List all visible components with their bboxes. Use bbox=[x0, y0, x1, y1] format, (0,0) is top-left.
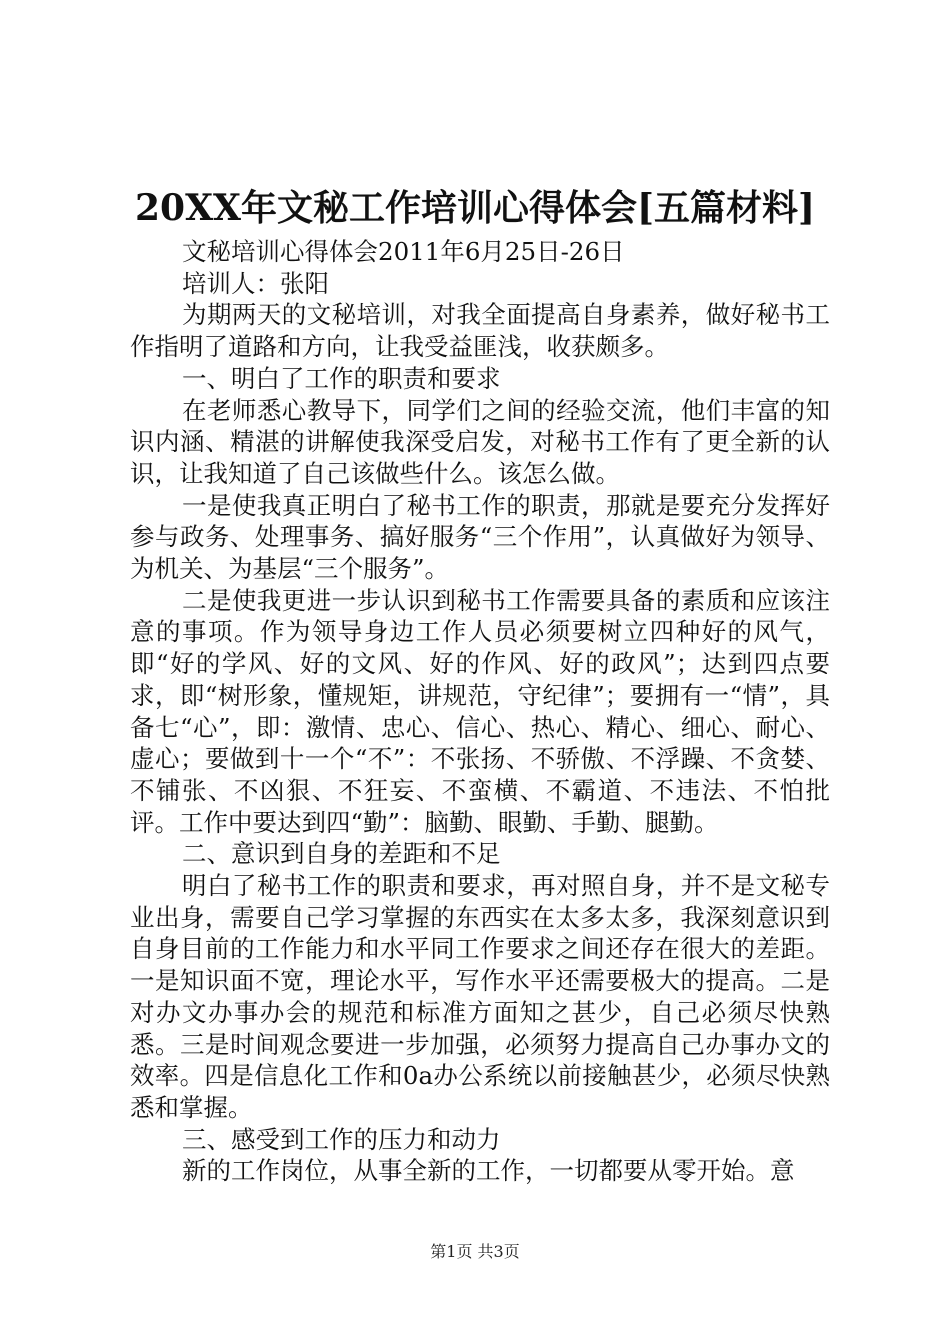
section-heading-1: 一、明白了工作的职责和要求 bbox=[182, 363, 501, 393]
paragraph-intro: 为期两天的文秘培训，对我全面提高自身素养，做好秘书工作指明了道路和方向，让我受益匪浅，收获颇多。 bbox=[130, 300, 830, 362]
paragraph-training-date: 文秘培训心得体会2011年6月25日-26日 bbox=[182, 237, 625, 266]
page-footer: 第1页 共3页 bbox=[430, 1242, 520, 1261]
document-title: 20XX年文秘工作培训心得体会[五篇材料] bbox=[134, 187, 816, 229]
section-heading-3: 三、感受到工作的压力和动力 bbox=[182, 1124, 501, 1154]
paragraph-teacher-guidance: 在老师悉心教导下，同学们之间的经验交流，他们丰富的知识内涵、精湛的讲解使我深受启发，对秘书工作有了更全新的认识，让我知道了自己该做些什么。该怎么做。 bbox=[130, 395, 830, 488]
paragraph-new-position: 新的工作岗位，从事全新的工作，一切都要从零开始。意 bbox=[182, 1156, 795, 1186]
section-heading-2: 二、意识到自身的差距和不足 bbox=[182, 839, 501, 869]
paragraph-shortcomings: 明白了秘书工作的职责和要求，再对照自身，并不是文秘专业出身，需要自己学习掌握的东西实在太多太多，我深刻意识到自身目前的工作能力和水平同工作要求之间还存在很大的差距。一是知识面不宽，理论水平，写作水平还需要极大的提高。二是对办文办事办会的规范和标准方面知之甚少，自己必须尽快熟悉。三是时间观念要进一步加强，必须努力提高自己办事办文的效率。四是信息化工作和0a办公系统以前接触甚少，必须尽快熟悉和掌握。 bbox=[130, 871, 830, 1122]
paragraph-point-two: 二是使我更进一步认识到秘书工作需要具备的素质和应该注意的事项。作为领导身边工作人员必须要树立四种好的风气，即“好的学风、好的文风、好的作风、好的政风”；达到四点要求，即“树形象，懂规矩，讲规范，守纪律”；要拥有一“情”，具备七“心”，即：激情、忠心、信心、热心、精心、细心、耐心、虚心；要做到十一个“不”：不张扬、不骄傲、不浮躁、不贪婪、不铺张、不凶狠、不狂妄、不蛮横、不霸道、不违法、不怕批评。工作中要达到四“勤”：脑勤、眼勤、手勤、腿勤。 bbox=[130, 585, 830, 837]
paragraph-trainee: 培训人：张阳 bbox=[182, 268, 329, 298]
document-body bbox=[130, 236, 830, 1187]
paragraph-point-one: 一是使我真正明白了秘书工作的职责，那就是要充分发挥好参与政务、处理事务、搞好服务“三个作用”，认真做好为领导、为机关、为基层“三个服务”。 bbox=[130, 490, 830, 584]
